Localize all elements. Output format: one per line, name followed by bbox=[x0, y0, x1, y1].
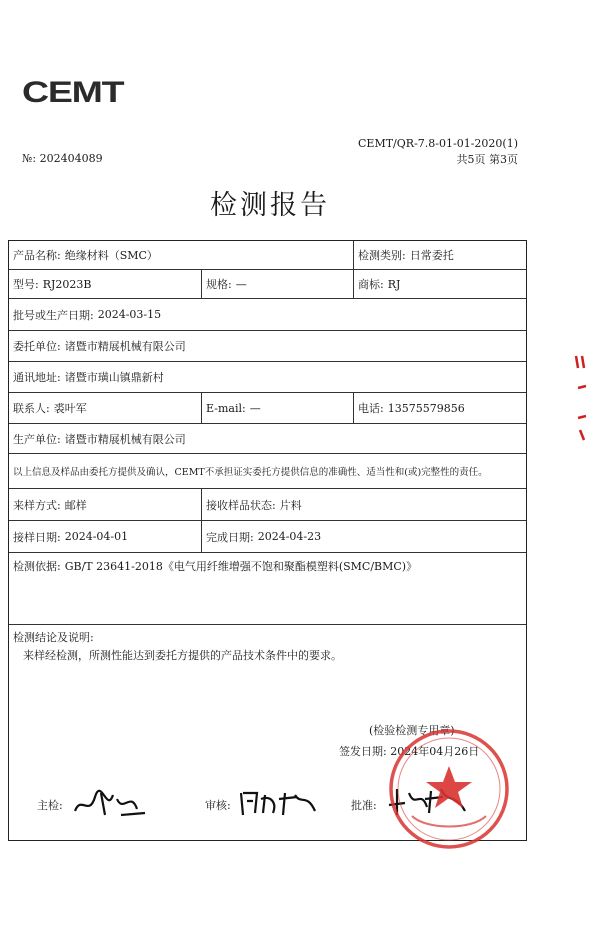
model-cell bbox=[9, 270, 201, 298]
model-value: RJ2023B bbox=[42, 277, 92, 291]
spec-value: — bbox=[235, 277, 247, 291]
brand-value: RJ bbox=[387, 277, 401, 291]
test-type-value: 日常委托 bbox=[409, 249, 454, 262]
finish-date-value: 2024-04-23 bbox=[257, 530, 322, 543]
report-number: №: 202404089 bbox=[22, 152, 103, 165]
sample-method-value: 邮样 bbox=[64, 498, 87, 512]
sample-method-cell bbox=[9, 489, 201, 520]
sign-date-label: 签发日期: bbox=[339, 745, 387, 758]
document-code: CEMT/QR-7.8-01-01-2020(1) bbox=[358, 137, 518, 150]
batch-value: 2024-03-15 bbox=[97, 308, 162, 321]
row-client bbox=[9, 331, 526, 362]
email-label: E-mail: bbox=[206, 401, 246, 415]
sign-date bbox=[339, 743, 479, 759]
conclusion-cell bbox=[9, 625, 526, 840]
row-batch bbox=[9, 299, 526, 331]
approver-signature bbox=[385, 783, 469, 819]
row-conclusion bbox=[9, 625, 526, 840]
batch-label: 批号或生产日期: bbox=[13, 308, 94, 322]
phone-cell bbox=[353, 393, 526, 423]
product-name-label: 产品名称: bbox=[13, 249, 61, 262]
row-basis bbox=[9, 553, 526, 625]
brand-label: 商标: bbox=[358, 278, 384, 291]
spec-cell bbox=[201, 270, 353, 298]
contact-value: 裘叶军 bbox=[53, 402, 87, 415]
contact-cell bbox=[9, 393, 201, 423]
email-cell bbox=[201, 393, 353, 423]
signature-row bbox=[9, 785, 526, 825]
chief-inspector bbox=[37, 797, 63, 813]
row-address bbox=[9, 362, 526, 393]
phone-value: 13575579856 bbox=[387, 401, 465, 415]
client-value: 诸暨市精展机械有限公司 bbox=[64, 340, 186, 353]
spec-label: 规格: bbox=[206, 278, 232, 291]
sign-date-value: 2024年04月26日 bbox=[390, 745, 480, 758]
email-value: — bbox=[249, 401, 261, 415]
basis-value: GB/T 23641-2018《电气用纤维增强不饱和聚酯模塑料(SMC/BMC)》 bbox=[64, 560, 418, 573]
finish-date-label: 完成日期: bbox=[206, 530, 254, 544]
row-contact bbox=[9, 393, 526, 424]
reviewer-label: 审核: bbox=[205, 799, 231, 812]
side-seal-fragment-icon bbox=[572, 352, 592, 442]
test-type-cell bbox=[353, 241, 526, 269]
basis-label: 检测依据: bbox=[13, 560, 61, 573]
test-type-label: 检测类别: bbox=[358, 249, 406, 262]
report-form bbox=[8, 240, 527, 841]
side-seal-mark bbox=[572, 352, 592, 446]
report-title: 检测报告 bbox=[210, 190, 330, 221]
chief-inspector-label: 主检: bbox=[37, 799, 63, 812]
basis-cell bbox=[9, 553, 526, 624]
batch-cell bbox=[9, 299, 526, 330]
row-disclaimer bbox=[9, 454, 526, 489]
phone-label: 电话: bbox=[358, 402, 384, 415]
seal-label: (检验检测专用章) bbox=[369, 724, 455, 737]
model-label: 型号: bbox=[13, 278, 39, 291]
finish-date-cell bbox=[201, 521, 526, 552]
contact-label: 联系人: bbox=[13, 402, 50, 415]
conclusion-label: 检测结论及说明: bbox=[13, 631, 94, 644]
reviewer-signature bbox=[237, 785, 321, 819]
address-label: 通讯地址: bbox=[13, 371, 61, 384]
client-cell bbox=[9, 331, 526, 361]
address-value: 诸暨市璜山镇鼎新村 bbox=[64, 371, 164, 384]
sample-state-cell bbox=[201, 489, 526, 520]
manufacturer-cell bbox=[9, 424, 526, 453]
manufacturer-label: 生产单位: bbox=[13, 432, 61, 446]
row-product bbox=[9, 241, 526, 270]
manufacturer-value: 诸暨市精展机械有限公司 bbox=[64, 432, 186, 446]
page-info: 共5页 第3页 bbox=[456, 153, 518, 166]
product-name-cell bbox=[9, 241, 353, 269]
chief-signature bbox=[71, 787, 151, 821]
approver-label: 批准: bbox=[351, 799, 377, 812]
receive-date-label: 接样日期: bbox=[13, 530, 61, 544]
approver bbox=[351, 797, 377, 813]
conclusion-text: 来样经检测，所测性能达到委托方提供的产品技术条件中的要求。 bbox=[23, 649, 342, 662]
sample-state-label: 接收样品状态: bbox=[206, 498, 276, 512]
disclaimer-text: 以上信息及样品由委托方提供及确认，CEMT不承担证实委托方提供信息的准确性、适当性和(或)完整性的责任。 bbox=[13, 467, 488, 478]
row-dates bbox=[9, 521, 526, 553]
product-name-value: 绝缘材料（SMC） bbox=[64, 249, 158, 262]
sample-state-value: 片料 bbox=[279, 498, 302, 512]
receive-date-value: 2024-04-01 bbox=[64, 530, 129, 543]
brand-cell bbox=[353, 270, 526, 298]
row-sample bbox=[9, 489, 526, 521]
row-manufacturer bbox=[9, 424, 526, 454]
sample-method-label: 来样方式: bbox=[13, 498, 61, 512]
reviewer bbox=[205, 797, 231, 813]
disclaimer-cell bbox=[9, 454, 526, 488]
row-model bbox=[9, 270, 526, 299]
client-label: 委托单位: bbox=[13, 340, 61, 353]
address-cell bbox=[9, 362, 526, 392]
company-logo: CEMT bbox=[22, 76, 124, 109]
receive-date-cell bbox=[9, 521, 201, 552]
